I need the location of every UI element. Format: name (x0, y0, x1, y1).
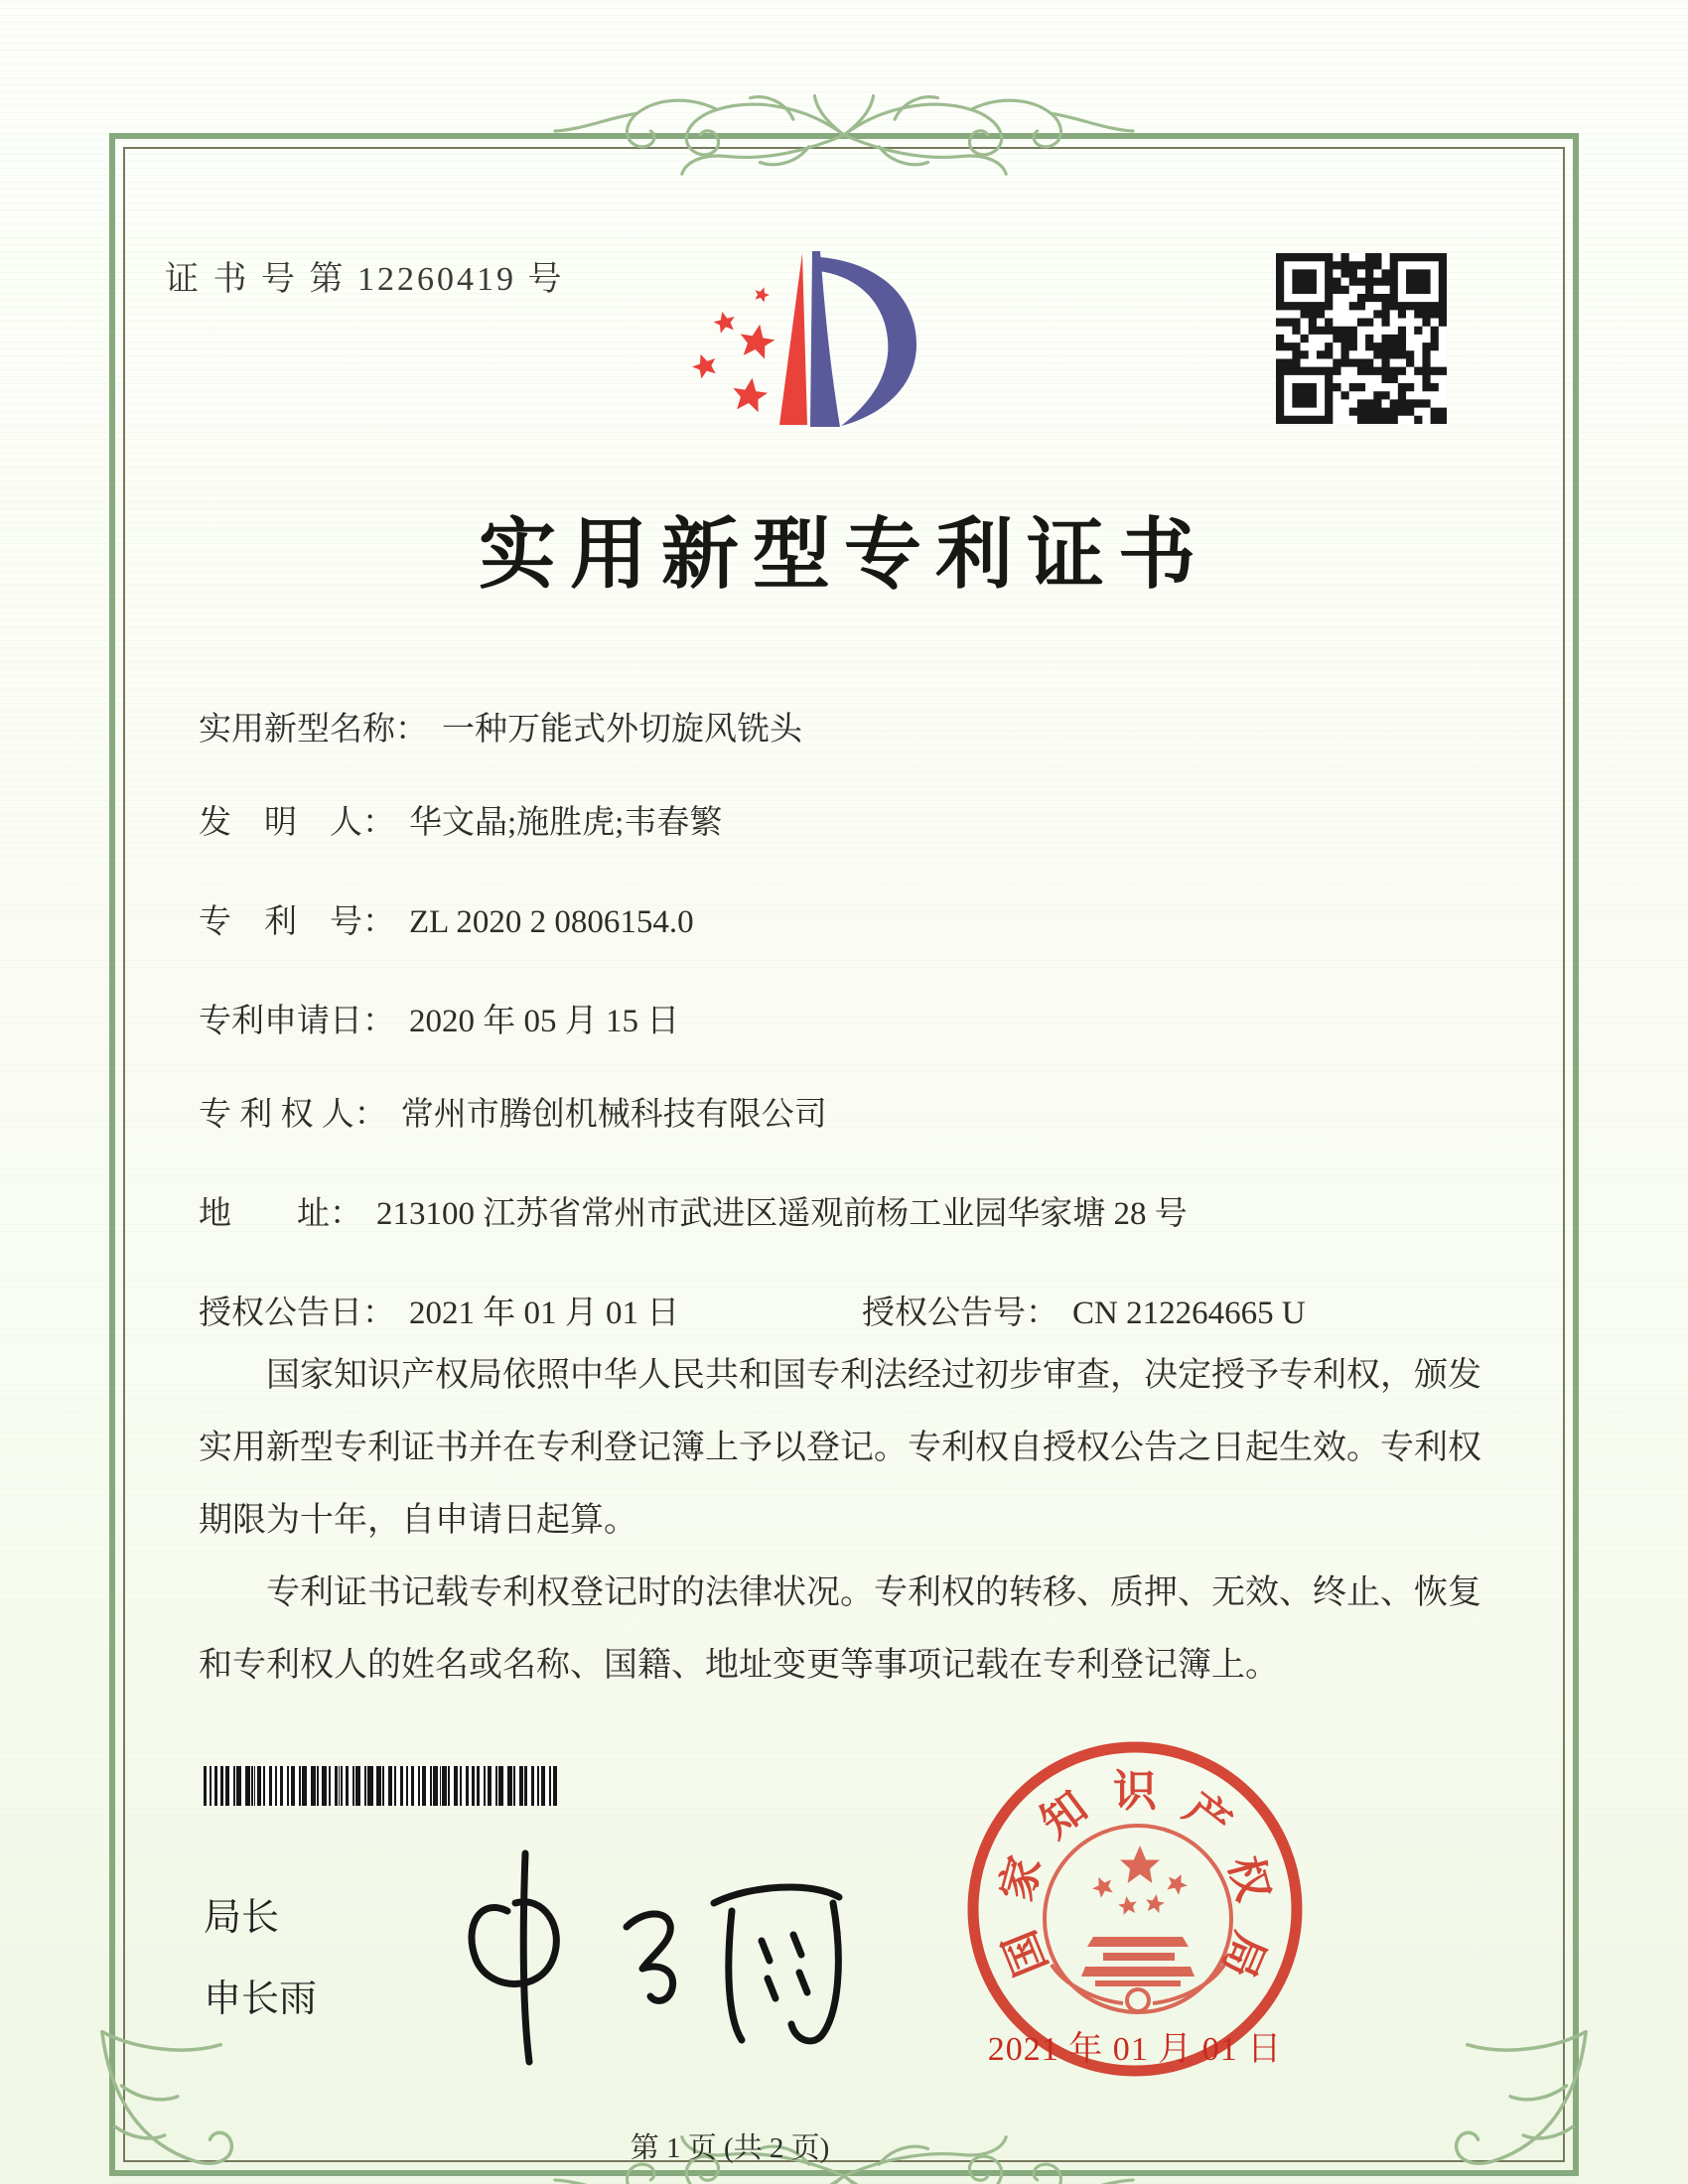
barcode-icon (204, 1766, 557, 1806)
seal-date: 2021 年 01 月 01 日 (987, 2031, 1283, 2068)
field-value: 2021 年 01 月 01 日 (409, 1296, 680, 1331)
field-value: ZL 2020 2 0806154.0 (409, 904, 694, 940)
legal-text-block (199, 1339, 1481, 1702)
field-row-address (199, 1187, 1539, 1234)
field-label: 地 址： (199, 1196, 362, 1232)
legal-paragraph-1: 国家知识产权局依照中华人民共和国专利法经过初步审查，决定授予专利权，颁发实用新型专利证书并在专利登记簿上予以登记。专利权自授权公告之日起生效。专利权期限为十年，自申请日起算。 (199, 1357, 1481, 1539)
field-label: 发 明 人： (199, 805, 395, 841)
field-value: 213100 江苏省常州市武进区遥观前杨工业园华家塘 28 号 (376, 1196, 1188, 1232)
field-label: 授权公告号： (862, 1296, 1058, 1331)
certificate-number: 证 书 号 第 12260419 号 (165, 261, 565, 298)
seal-char: 局 (1211, 1925, 1275, 1985)
field-row-filing-date (199, 995, 1539, 1041)
seal-char: 权 (1219, 1850, 1278, 1906)
field-label: 实用新型名称： (199, 712, 428, 748)
seal-char: 产 (1175, 1783, 1240, 1849)
field-value: 一种万能式外切旋风铣头 (442, 712, 802, 748)
commissioner-name: 申长雨 (204, 1979, 318, 2020)
signature-icon (422, 1820, 859, 2068)
field-label: 专 利 权 人： (199, 1097, 387, 1133)
field-label: 专利申请日： (199, 1004, 395, 1039)
field-row-grant (199, 1287, 1539, 1333)
field-value: 华文晶;施胜虎;韦春繁 (409, 805, 723, 841)
seal-char: 识 (1113, 1767, 1157, 1816)
field-label: 授权公告日： (199, 1296, 395, 1331)
seal-char: 国 (995, 1923, 1057, 1982)
page-number-footer: 第 1 页 (共 2 页) (630, 2132, 830, 2164)
field-row-patentee (199, 1088, 1539, 1135)
field-row-name (199, 703, 1539, 750)
field-row-patent-number (199, 895, 1539, 942)
field-value: CN 212264665 U (1072, 1296, 1306, 1331)
cnipa-logo-icon (680, 241, 933, 442)
field-row-inventors (199, 796, 1539, 843)
field-pair-grant-number (862, 1287, 1306, 1333)
field-value: 2020 年 05 月 15 日 (409, 1004, 680, 1039)
seal-char: 家 (992, 1850, 1051, 1906)
commissioner-title: 局长 (204, 1897, 280, 1939)
field-label: 专 利 号： (199, 904, 395, 940)
qr-code-icon (1274, 253, 1449, 424)
certificate-title: 实用新型专利证书 (478, 511, 1209, 598)
field-value: 常州市腾创机械科技有限公司 (400, 1097, 827, 1133)
seal-char: 知 (1032, 1782, 1096, 1848)
legal-paragraph-2: 专利证书记载专利权登记时的法律状况。专利权的转移、质押、无效、终止、恢复和专利权人的姓名或名称、国籍、地址变更等事项记载在专利登记簿上。 (199, 1574, 1481, 1684)
national-emblem-icon (1045, 1826, 1231, 2012)
